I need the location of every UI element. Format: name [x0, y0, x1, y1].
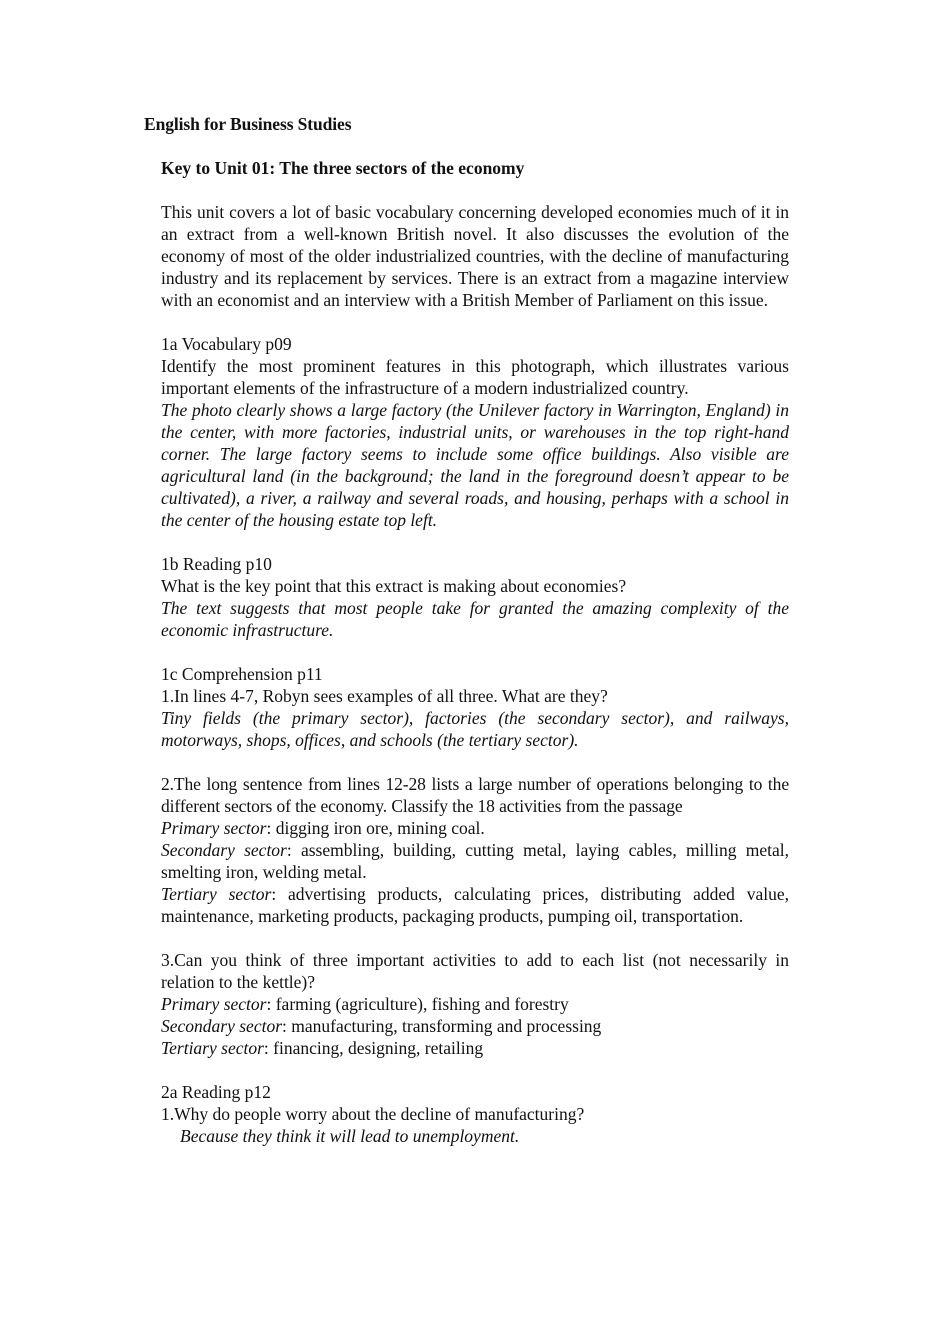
sector-label: Secondary sector	[161, 1016, 283, 1036]
question-text: 1.Why do people worry about the decline of manufacturing?	[161, 1104, 585, 1124]
question-text: 2.The long sentence from lines 12-28 lists a large number of operations belonging to the different sectors of the economy. Classify the 18 activities from the passage	[161, 774, 789, 816]
tertiary-sector-line	[161, 883, 789, 927]
sector-activities: : advertising products, calculating prices, distributing added value, maintenance, marketing products, packaging products, pumping oil, transportation.	[161, 884, 789, 926]
sector-activities: : digging iron ore, mining coal.	[266, 818, 485, 838]
primary-sector-line	[161, 817, 789, 839]
answer-text: Because they think it will lead to unemployment.	[180, 1126, 520, 1146]
primary-sector-line	[161, 993, 789, 1015]
question-text: Identify the most prominent features in this photograph, which illustrates various important elements of the infrastructure of a modern industrialized country.	[161, 356, 789, 398]
sector-label: Secondary sector	[161, 840, 287, 860]
sector-label: Tertiary sector	[161, 884, 272, 904]
section-2a-reading	[161, 1081, 789, 1147]
unit-title: Key to Unit 01: The three sectors of the economy	[161, 158, 525, 178]
sector-label: Tertiary sector	[161, 1038, 264, 1058]
answer-text: The photo clearly shows a large factory (the Unilever factory in Warrington, England) in the center, with more factories, industrial units, or warehouses in the top right-hand corner. The large factory seems to include some office buildings. Also visible are agricultural land (in the background; the land in the foreground doesn’t appear to be cultivated), a river, a railway and several roads, and housing, perhaps with a school in the center of the housing estate top left.	[161, 400, 789, 530]
section-heading: 1b Reading p10	[161, 554, 272, 574]
secondary-sector-line	[161, 839, 789, 883]
sector-activities: : financing, designing, retailing	[263, 1038, 484, 1058]
tertiary-sector-line	[161, 1037, 789, 1059]
question-text: 3.Can you think of three important activities to add to each list (not necessarily in relation to the kettle)?	[161, 950, 789, 992]
answer-text: The text suggests that most people take for granted the amazing complexity of the economic infrastructure.	[161, 598, 789, 640]
answer-text: Tiny fields (the primary sector), factories (the secondary sector), and railways, motorways, shops, offices, and schools (the tertiary sector).	[161, 708, 789, 750]
sector-activities: : assembling, building, cutting metal, laying cables, milling metal, smelting iron, welding metal.	[161, 840, 789, 882]
document-body	[161, 157, 789, 1169]
question-2-classify	[161, 773, 789, 927]
question-text: What is the key point that this extract is making about economies?	[161, 576, 627, 596]
document-header: English for Business Studies	[144, 114, 352, 134]
question-text: 1.In lines 4-7, Robyn sees examples of all three. What are they?	[161, 686, 608, 706]
question-3-additions	[161, 949, 789, 1059]
sector-activities: : farming (agriculture), fishing and forestry	[266, 994, 569, 1014]
intro-paragraph: This unit covers a lot of basic vocabulary concerning developed economies much of it in an extract from a well-known British novel. It also discusses the evolution of the economy of most of the older industrialized countries, with the decline of manufacturing industry and its replacement by services. There is an extract from a magazine interview with an economist and an interview with a British Member of Parliament on this issue.	[161, 202, 789, 310]
section-1a-vocabulary	[161, 333, 789, 531]
secondary-sector-line	[161, 1015, 789, 1037]
sector-label: Primary sector	[161, 818, 267, 838]
section-heading: 1c Comprehension p11	[161, 664, 323, 684]
section-heading: 2a Reading p12	[161, 1082, 271, 1102]
sector-label: Primary sector	[161, 994, 267, 1014]
section-1c-comprehension	[161, 663, 789, 751]
sector-activities: : manufacturing, transforming and processing	[282, 1016, 602, 1036]
section-1b-reading	[161, 553, 789, 641]
section-heading: 1a Vocabulary p09	[161, 334, 292, 354]
